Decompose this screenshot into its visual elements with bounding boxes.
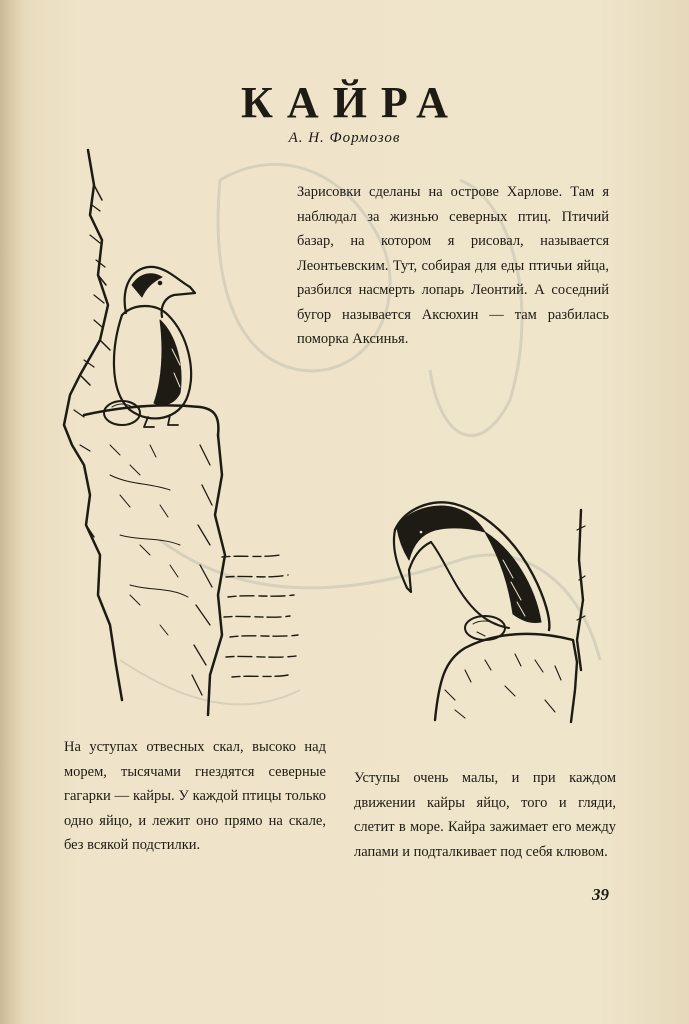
page-title: КАЙРА bbox=[241, 78, 462, 127]
author-name: А. Н. Формозов bbox=[288, 130, 401, 146]
murre-on-cliff-illustration bbox=[50, 145, 340, 725]
intro-paragraph: Зарисовки сделаны на острове Харлове. Там я наблюдал за жизнью северных птиц. Птичий базар, на котором я рисовал, называется Леонтьевским. Тут, собирая для еды птичьи яйца, разбился насмерть лопарь Леонтий. А соседний бугор называется Аксюхин — там разбилась поморка Аксинья. bbox=[297, 184, 609, 347]
murre-pushing-egg-illustration bbox=[385, 490, 595, 730]
caption-right-paragraph: Уступы очень малы, и при каждом движении кайры яйцо, того и гляди, слетит в море. Кайра зажимает его между лапами и подталкивает под себя клювом. bbox=[354, 770, 616, 860]
caption-left-paragraph: На уступах отвесных скал, высоко над морем, тысячами гнездятся северные гагарки — кайры. У каждой птицы только одно яйцо, и лежит оно прямо на скале, без всякой подстилки. bbox=[64, 739, 326, 853]
page-number: 39 bbox=[592, 885, 609, 904]
